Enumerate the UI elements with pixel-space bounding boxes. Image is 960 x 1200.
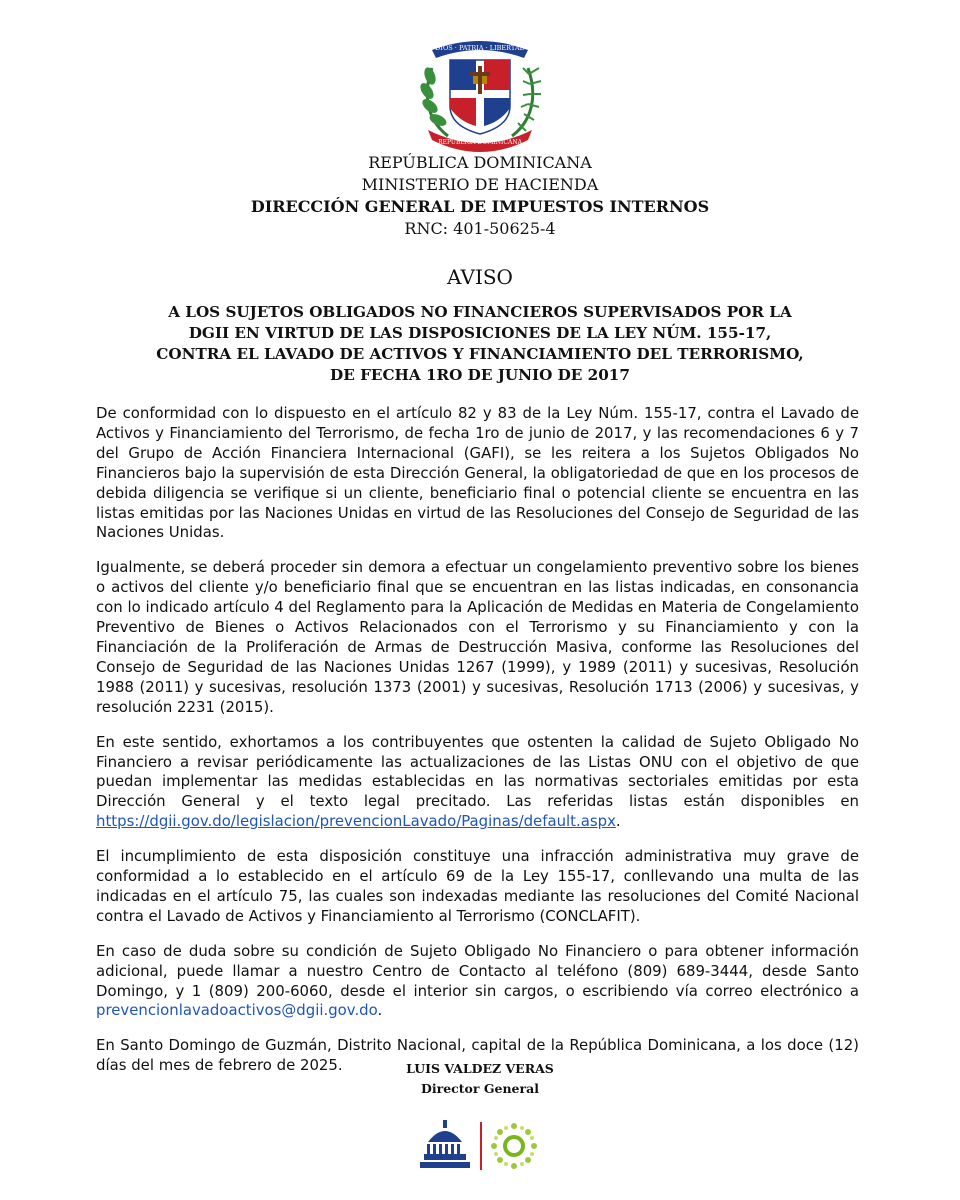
agency-line: DIRECCIÓN GENERAL DE IMPUESTOS INTERNOS [250,197,710,216]
ministry-line: MINISTERIO DE HACIENDA [361,175,599,194]
coat-of-arms-emblem [410,26,550,154]
signature-block [0,1059,960,1099]
paragraph-5-end: . [377,1001,383,1020]
paragraph-5-text: En caso de duda sobre su condición de Sujeto Obligado No Financiero o para obtener información adicional, puede llamar a nuestro Centro de Contacto al teléfono (809) 689-3444, desde Santo Domingo, y 1 (809) 200-6060, desde el interior sin cargos, o escribiendo vía correo electrónico a [96,941,859,1000]
notice-subject [0,302,960,386]
subject-line-1: A LOS SUJETOS OBLIGADOS NO FINANCIEROS SUPERVISADOS POR LA [168,303,792,321]
paragraph-4: El incumplimiento de esta disposición constituye una infracción administrativa muy grave de conformidad a lo establecido en el artículo 69 de la Ley 155-17, conllevando una multa de las indicadas en el artículo 75, las cuales son indexadas mediante las resoluciones del Comité Nacional contra el Lavado de Activos y Financiamiento al Terrorismo (CONCLAFIT). [96,847,859,925]
paragraph-3-end: . [615,812,621,831]
subject-line-3: CONTRA EL LAVADO DE ACTIVOS Y FINANCIAMIENTO DEL TERRORISMO, [156,345,804,363]
logo-divider [480,1122,482,1170]
paragraph-5 [96,942,859,1022]
paragraph-3-text: En este sentido, exhortamos a los contribuyentes que ostenten la calidad de Sujeto Obligado No Financiero a revisar periódicamente las actualizaciones de las Listas ONU con el objetivo de que puedan implementar las medidas establecidas en las normativas sectoriales emitidas por esta Dirección General y el texto legal precitado. Las referidas listas están disponibles en [96,732,859,811]
country-line: REPÚBLICA DOMINICANA [368,153,592,172]
footer-logos [418,1118,543,1174]
notice-body [96,404,859,1091]
lists-link[interactable]: https://dgii.gov.do/legislacion/prevencionLavado/Paginas/default.aspx [96,812,616,831]
subject-line-2: DGII EN VIRTUD DE LAS DISPOSICIONES DE LA LEY NÚM. 155-17, [188,324,772,342]
signer-position: Director General [421,1081,539,1096]
ribbon-bottom-text: REPÚBLICA DOMINICANA [438,139,522,146]
rnc-line: RNC: 401-50625-4 [404,219,556,238]
subject-line-4: DE FECHA 1RO DE JUNIO DE 2017 [330,366,630,384]
header-block [0,152,960,240]
signer-name: LUIS VALDEZ VERAS [406,1061,554,1076]
contact-email-link[interactable]: prevencionlavadoactivos@dgii.gov.do [96,1001,378,1020]
dgii-sun-logo-icon [491,1123,537,1169]
government-dome-icon [420,1120,470,1168]
paragraph-2: Igualmente, se deberá proceder sin demora a efectuar un congelamiento preventivo sobre los bienes o activos del cliente y/o beneficiario final que se encuentran en las listas indicadas, en consonancia con lo indicado artículo 4 del Reglamento para la Aplicación de Medidas en Materia de Congelamiento Preventivo de Bienes o Activos Relacionados con el Terrorismo y su Financiamiento y con la Financiación de la Proliferación de Armas de Destrucción Masiva, conforme las Resoluciones del Consejo de Seguridad de las Naciones Unidas 1267 (1999), y 1989 (2011) y sucesivas, Resolución 1988 (2011) y sucesivas, resolución 1373 (2001) y sucesivas, Resolución 1713 (2006) y sucesivas, y resolución 2231 (2015). [96,558,859,716]
notice-title: AVISO [447,265,513,289]
paragraph-6: En Santo Domingo de Guzmán, Distrito Nacional, capital de la República Dominicana, a los doce (12) días del mes de febrero de 2025. [96,1036,859,1075]
paragraph-1: De conformidad con lo dispuesto en el artículo 82 y 83 de la Ley Núm. 155-17, contra el Lavado de Activos y Financiamiento del Terrorismo, de fecha 1ro de junio de 2017, y las recomendaciones 6 y 7 del Grupo de Acción Financiera Internacional (GAFI), se les reitera a los Sujetos Obligados No Financieros bajo la supervisión de esta Dirección General, la obligatoriedad de que en los procesos de debida diligencia se verifique si un cliente, beneficiario final o potencial cliente se encuentra en las listas emitidas por las Naciones Unidas en virtud de las Resoluciones del Consejo de Seguridad de las Naciones Unidas. [96,404,859,542]
paragraph-3 [96,733,859,833]
ribbon-motto: DIOS · PATRIA · LIBERTAD [435,44,525,52]
